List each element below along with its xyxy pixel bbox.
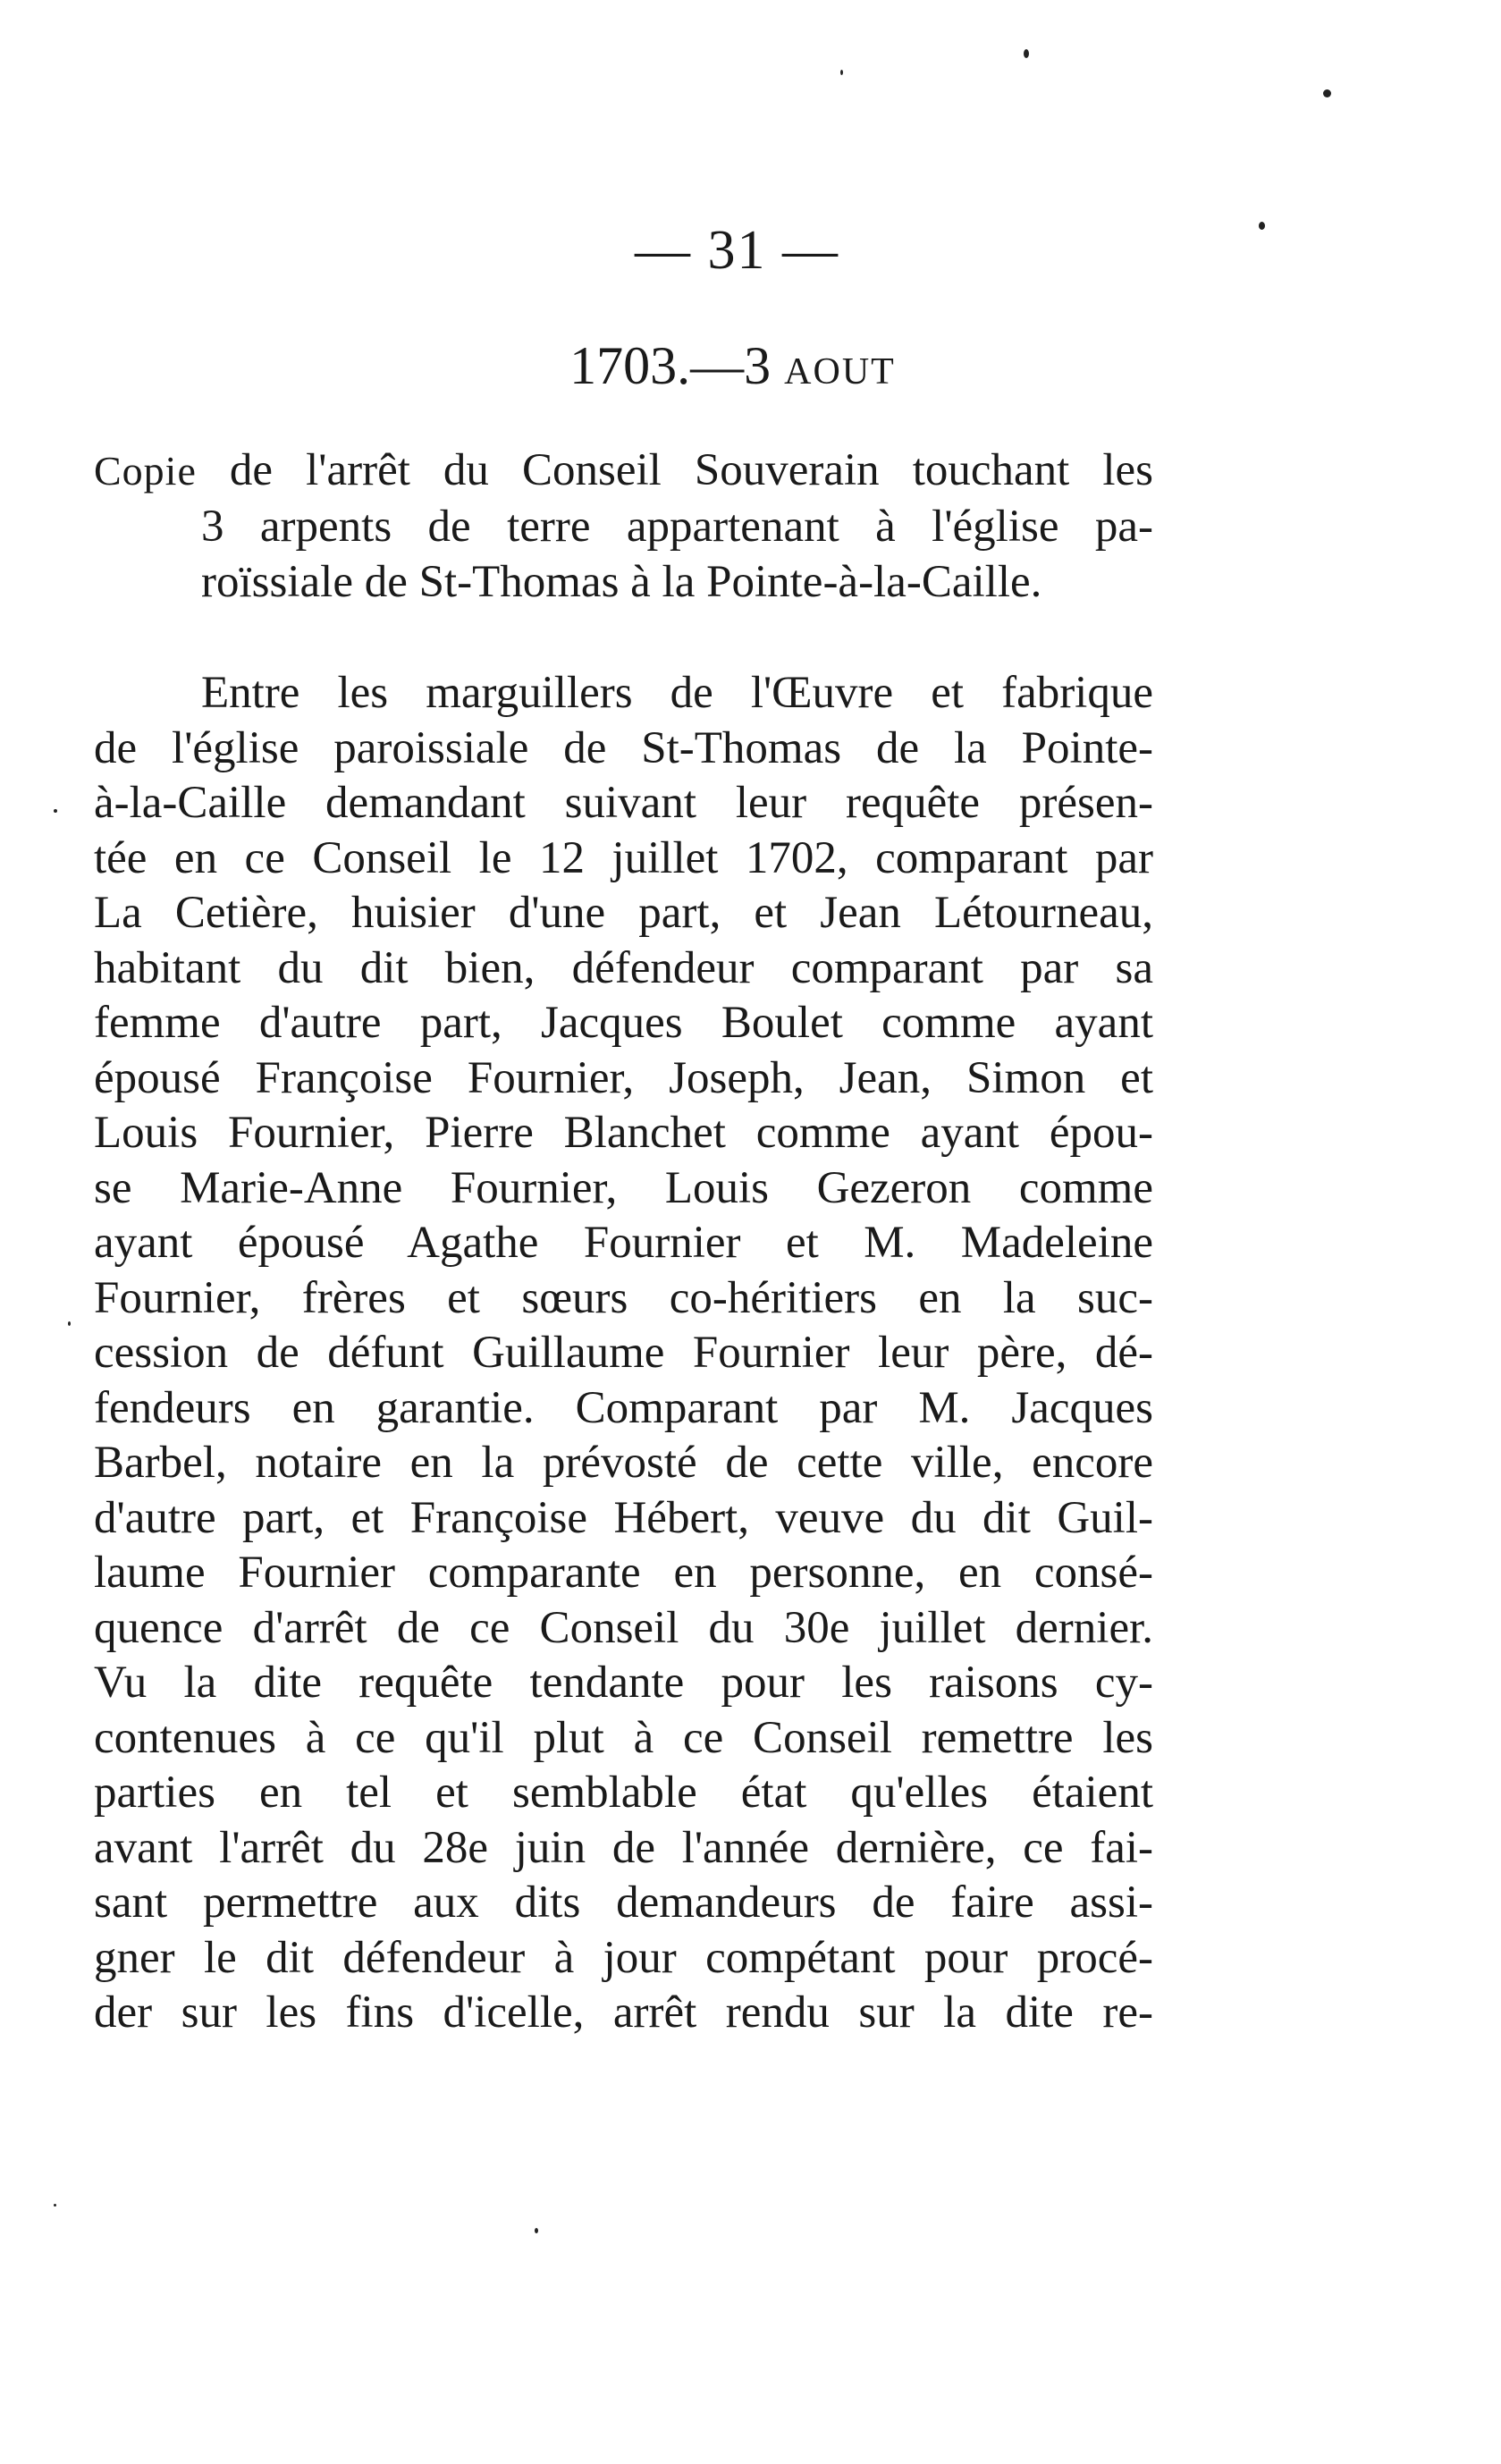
date-year-day: 1703.—3 (569, 336, 785, 395)
body-line: Louis Fournier, Pierre Blanchet comme ayant épou- (94, 1108, 1153, 1158)
body-line: Vu la dite requête tendante pour les raisons cy- (94, 1658, 1153, 1708)
body-line: tée en ce Conseil le 12 juillet 1702, comparant par (94, 832, 1153, 883)
body-line: d'autre part, et Françoise Hébert, veuve du dit Guil- (94, 1492, 1153, 1543)
body-line: se Marie-Anne Fournier, Louis Gezeron comme (94, 1162, 1153, 1213)
body-line: Barbel, notaire en la prévosté de cette ville, encore (94, 1438, 1153, 1488)
title-line: 3 arpents de terre appartenant à l'église pa- (201, 502, 1153, 552)
date-month: AOUT (784, 351, 896, 392)
scan-speck (1323, 89, 1331, 97)
scan-speck (1024, 49, 1029, 58)
body-line: de l'église paroissiale de St-Thomas de la Pointe- (94, 722, 1153, 773)
scan-speck (1259, 222, 1265, 230)
body-line: ayant épousé Agathe Fournier et M. Madeleine (94, 1218, 1153, 1268)
body-paragraph (94, 666, 1153, 2041)
title-line (94, 443, 1153, 499)
date-heading (0, 335, 1483, 397)
body-line: La Cetière, huisier d'une part, et Jean Létourneau, (94, 888, 1153, 938)
body-line: quence d'arrêt de ce Conseil du 30e juillet dernier. (94, 1602, 1153, 1653)
body-line: der sur les fins d'icelle, arrêt rendu sur la dite re- (94, 1987, 1153, 2038)
body-line: à-la-Caille demandant suivant leur requête présen- (94, 778, 1153, 828)
document-title (94, 443, 1153, 610)
body-line: habitant du dit bien, défendeur comparant par sa (94, 942, 1153, 993)
body-line: parties en tel et semblable état qu'elles étaient (94, 1768, 1153, 1818)
body-line: Fournier, frères et sœurs co-héritiers en la suc- (94, 1272, 1153, 1323)
scan-speck (840, 70, 843, 75)
body-line: contenues à ce qu'il plut à ce Conseil remettre les (94, 1712, 1153, 1763)
scan-speck (535, 2228, 538, 2233)
title-lead-word: Copie (94, 448, 197, 494)
body-line: avant l'arrêt du 28e juin de l'année dernière, ce fai- (94, 1822, 1153, 1873)
body-line: sant permettre aux dits demandeurs de faire assi- (94, 1878, 1153, 1928)
body-line: cession de défunt Guillaume Fournier leur père, dé- (94, 1328, 1153, 1378)
body-line: Entre les marguillers de l'Œuvre et fabrique (201, 668, 1153, 718)
scan-speck (54, 2204, 56, 2207)
body-line: gner le dit défendeur à jour compétant pour procé- (94, 1932, 1153, 1983)
page-number: — 31 — (635, 220, 839, 281)
scan-speck (68, 1321, 71, 1326)
title-line-text: de l'arrêt du Conseil Souverain touchant les (196, 445, 1153, 495)
scan-speck (54, 809, 57, 813)
body-line: laume Fournier comparante en personne, en consé- (94, 1548, 1153, 1598)
title-line: roïssiale de St-Thomas à la Pointe-à-la-Caille. (201, 557, 1042, 607)
body-line: épousé Françoise Fournier, Joseph, Jean, Simon et (94, 1052, 1153, 1103)
body-line: femme d'autre part, Jacques Boulet comme ayant (94, 998, 1153, 1048)
body-line: fendeurs en garantie. Comparant par M. Jacques (94, 1382, 1153, 1433)
